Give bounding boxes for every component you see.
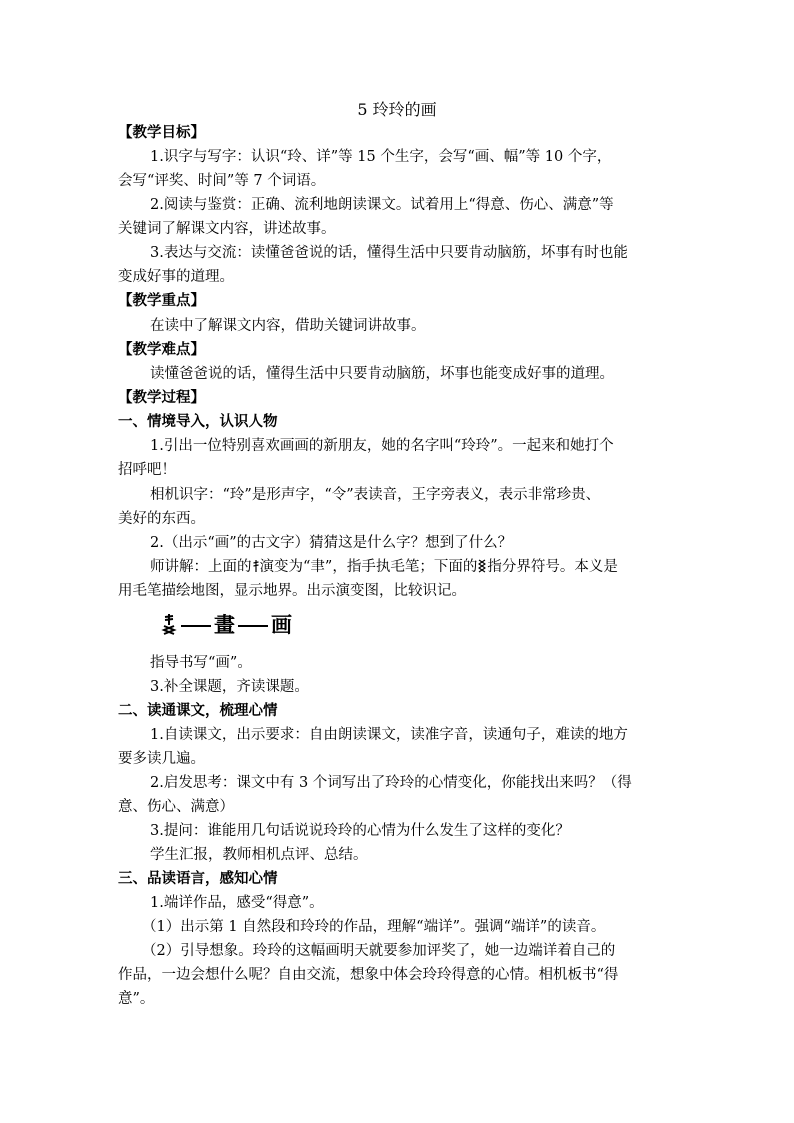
paragraph-line: （2）引导想象。玲玲的这幅画明天就要参加评奖了，她一边端详着自己的 (142, 943, 616, 959)
paragraph-line: （1）出示第 1 自然段和玲玲的作品，理解“端详”。强调“端详”的读音。 (142, 919, 606, 935)
evolution-arrow-icon (238, 625, 268, 627)
paragraph-line: 3.表达与交流：读懂爸爸说的话，懂得生活中只要肯动脑筋，坏事有时也能 (150, 245, 628, 261)
ancient-boundary-glyph-icon (477, 559, 487, 573)
paragraph-line: 用毛笔描绘地图，显示地界。出示演变图，比较识记。 (118, 583, 466, 599)
section-heading-difficulties: 【教学难点】 (118, 341, 205, 358)
subheading-part-1: 一、情境导入，认识人物 (118, 413, 278, 430)
paragraph-line: 学生汇报，教师相机点评、总结。 (150, 847, 368, 863)
paragraph-line: 会写“评奖、时间”等 7 个词语。 (118, 173, 326, 189)
paragraph-line: 要多读几遍。 (118, 751, 205, 767)
explanation-text-c: 指分界符号。本义是 (487, 559, 618, 575)
paragraph-line: 在读中了解课文内容，借助关键词讲故事。 (150, 318, 426, 334)
ancient-brush-glyph-icon (252, 559, 260, 573)
paragraph-line: 作品，一边会想什么呢？自由交流，想象中体会玲玲得意的心情。相机板书“得 (118, 967, 619, 983)
character-evolution-figure (160, 612, 292, 638)
explanation-text-a: 师讲解：上面的 (150, 559, 252, 575)
paragraph-line: 意、伤心、满意） (118, 799, 234, 815)
ancient-hua-glyph-icon (160, 613, 178, 637)
document-title: 5 玲玲的画 (357, 100, 437, 119)
paragraph-line: 3.补全课题，齐读课题。 (150, 679, 309, 695)
paragraph-line: 指导书写“画”。 (150, 655, 252, 671)
subheading-part-2: 二、读通课文，梳理心情 (118, 702, 278, 719)
section-heading-key-points: 【教学重点】 (118, 292, 205, 309)
paragraph-line: 相机识字：“玲”是形声字，“令”表读音，王字旁表义，表示非常珍贵、 (150, 487, 601, 503)
explanation-text-b: 演变为“聿”，指手执毛笔；下面的 (259, 559, 478, 575)
paragraph-line: 3.提问：谁能用几句话说说玲玲的心情为什么发生了这样的变化？ (150, 823, 570, 839)
explanation-line (150, 555, 618, 579)
paragraph-line: 1.端详作品，感受“得意”。 (150, 895, 324, 911)
evolution-arrow-icon (181, 625, 211, 627)
paragraph-line: 招呼吧！ (118, 462, 176, 478)
evolution-mid-glyph: 畫 (214, 612, 235, 637)
paragraph-line: 关键词了解课文内容，讲述故事。 (118, 221, 336, 237)
paragraph-line: 变成好事的道理。 (118, 269, 234, 285)
paragraph-line: 2.（出示“画”的古文字）猜猜这是什么字？想到了什么？ (150, 535, 513, 551)
paragraph-line: 2.启发思考：课文中有 3 个词写出了玲玲的心情变化，你能找出来吗？（得 (150, 775, 632, 791)
paragraph-line: 美好的东西。 (118, 511, 205, 527)
paragraph-line: 1.识字与写字：认识“玲、详”等 15 个生字，会写“画、幅”等 10 个字， (150, 149, 612, 165)
paragraph-line: 1.引出一位特别喜欢画画的新朋友，她的名字叫“玲玲”。一起来和她打个 (150, 438, 614, 454)
paragraph-line: 2.阅读与鉴赏：正确、流利地朗读课文。试着用上“得意、伤心、满意”等 (150, 197, 614, 213)
paragraph-line: 意”。 (118, 991, 155, 1007)
section-heading-process: 【教学过程】 (118, 389, 205, 406)
subheading-part-3: 三、品读语言，感知心情 (118, 870, 278, 887)
evolution-end-glyph: 画 (271, 612, 292, 637)
section-heading-objectives: 【教学目标】 (118, 124, 205, 141)
paragraph-line: 读懂爸爸说的话，懂得生活中只要肯动脑筋，坏事也能变成好事的道理。 (150, 366, 614, 382)
paragraph-line: 1.自读课文，出示要求：自由朗读课文，读准字音，读通句子，难读的地方 (150, 727, 628, 743)
